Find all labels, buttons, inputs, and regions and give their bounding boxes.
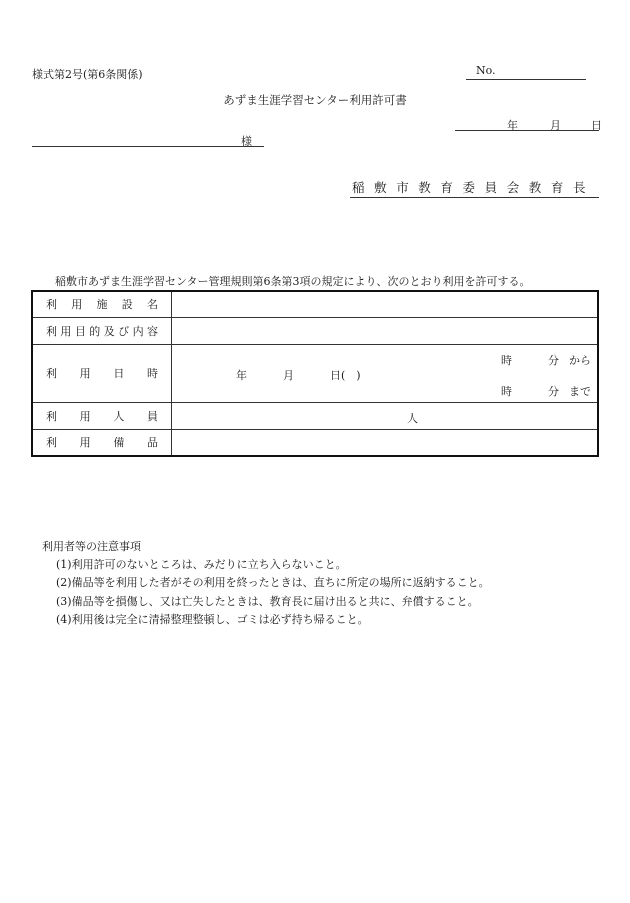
datetime-label: 利用日時 xyxy=(46,367,158,380)
purpose-label: 利用目的及び内容 xyxy=(46,324,158,338)
form-number: 様式第2号(第6条関係) xyxy=(32,68,143,81)
datetime-minute-to: 分 xyxy=(548,384,559,398)
issuer: 稲敷市教育委員会教育長 xyxy=(352,180,596,195)
purpose-value xyxy=(172,317,599,344)
table-row xyxy=(32,291,598,317)
facility-label: 利用施設名 xyxy=(46,298,158,312)
datetime-to: まで xyxy=(569,384,591,398)
people-label: 利用人員 xyxy=(46,409,158,423)
issue-date-day: 日 xyxy=(591,119,602,132)
addressee-suffix: 様 xyxy=(241,135,252,148)
issue-date-line xyxy=(455,130,599,131)
table-row xyxy=(32,402,598,429)
equipment-label: 利用備品 xyxy=(46,436,158,450)
table-row xyxy=(32,317,598,344)
note-item-2: (2)備品等を利用した者がその利用を終ったときは、直ちに所定の場所に返納すること。 xyxy=(56,576,490,589)
datetime-day: 日( ) xyxy=(330,368,361,382)
usage-table xyxy=(31,290,599,457)
datetime-minute-from: 分 xyxy=(548,353,559,367)
table-row xyxy=(32,344,598,402)
issue-date-year: 年 xyxy=(507,119,518,132)
note-item-1: (1)利用許可のないところは、みだりに立ち入らないこと。 xyxy=(56,558,347,571)
addressee-line xyxy=(32,146,264,147)
datetime-from: から xyxy=(569,353,591,367)
issue-date xyxy=(455,117,602,132)
notes-title: 利用者等の注意事項 xyxy=(42,540,141,553)
people-value xyxy=(172,402,599,429)
datetime-label-cell xyxy=(32,344,172,402)
equipment-label-cell xyxy=(32,429,172,456)
table-row xyxy=(32,429,598,456)
people-label-cell xyxy=(32,402,172,429)
purpose-label-cell xyxy=(32,317,172,344)
issue-date-month: 月 xyxy=(550,119,561,132)
issuer-line xyxy=(350,197,599,198)
datetime-year: 年 xyxy=(236,368,247,382)
equipment-value xyxy=(172,429,599,456)
datetime-value xyxy=(172,344,599,402)
datetime-hour-from: 時 xyxy=(501,353,512,367)
datetime-hour-to: 時 xyxy=(501,384,512,398)
note-item-4: (4)利用後は完全に清掃整理整頓し、ゴミは必ず持ち帰ること。 xyxy=(56,613,369,626)
document-number-label: No. xyxy=(476,64,496,77)
preamble: 稲敷市あずま生涯学習センター管理規則第6条第3項の規定により、次のとおり利用を許可する。 xyxy=(55,275,531,288)
facility-label-cell xyxy=(32,291,172,317)
document-number-line xyxy=(466,79,586,80)
document-title: あずま生涯学習センター利用許可書 xyxy=(223,93,407,107)
note-item-3: (3)備品等を損傷し、又は亡失したときは、教育長に届け出ると共に、弁償すること。 xyxy=(56,595,479,608)
people-unit: 人 xyxy=(407,411,418,425)
datetime-month: 月 xyxy=(283,368,294,382)
facility-value xyxy=(172,291,599,317)
